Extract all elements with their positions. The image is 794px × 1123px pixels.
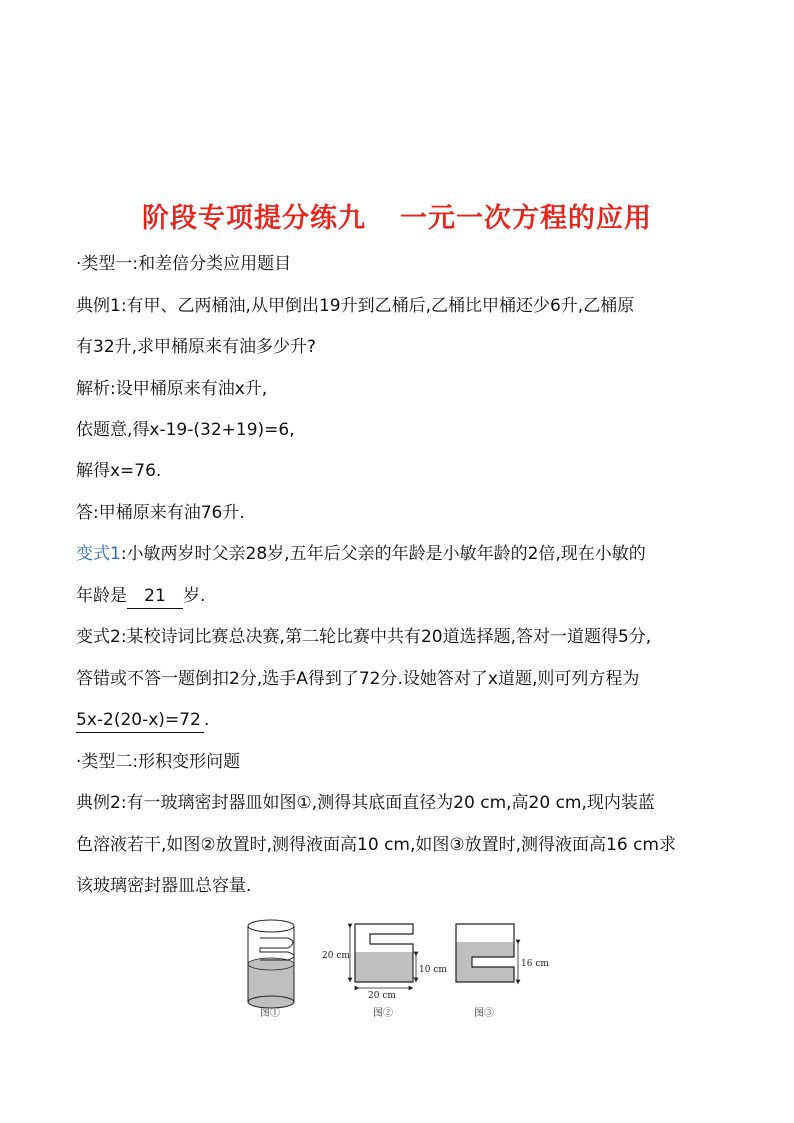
page-title <box>0 196 794 235</box>
fig2-liquid <box>355 952 413 982</box>
example1-solution-line2: 依题意,得x-19-(32+19)=6, <box>76 420 295 440</box>
fig2-width-label: 20 cm <box>368 991 396 1001</box>
solution-label: 解析 <box>76 379 110 399</box>
example2-label: 典例2 <box>76 793 121 813</box>
variant2-line1 <box>76 625 651 649</box>
solution-text1: :设甲桶原来有油x升, <box>110 379 268 399</box>
example1-label: 典例1 <box>76 296 121 316</box>
variant1-text2-suffix: 岁. <box>183 586 206 606</box>
fig1-inner-shape <box>260 938 294 960</box>
variant1-answer-blank: 21 <box>127 584 183 609</box>
variant2-text1: :某校诗词比赛总决赛,第二轮比赛中共有20道选择题,答对一道题得5分, <box>120 627 652 647</box>
figure2-container <box>322 924 447 1019</box>
variant1-line2 <box>76 584 205 609</box>
example1-solution-line3: 解得x=76. <box>76 461 162 481</box>
figures-svg <box>230 912 570 1022</box>
fig2-height-label: 20 cm <box>322 951 350 961</box>
fig3-caption: 图③ <box>474 1008 494 1019</box>
title-part2: 一元一次方程的应用 <box>400 203 652 234</box>
fig1-bottom <box>248 996 294 1008</box>
variant1-text1: :小敏两岁时父亲28岁,五年后父亲的年龄是小敏年龄的2倍,现在小敏的 <box>120 544 646 564</box>
variant2-label: 变式2 <box>76 627 121 647</box>
section1-heading: ·类型一:和差倍分类应用题目 <box>76 254 292 274</box>
variant2-line3 <box>76 708 209 733</box>
fig2-liquid-label: 10 cm <box>419 965 447 975</box>
example1-question-line1 <box>76 294 634 318</box>
figure1-cylinder <box>248 920 294 1019</box>
variant2-line2: 答错或不答一题倒扣2分,选手A得到了72分.设她答对了x道题,则可列方程为 <box>76 669 640 689</box>
title-part1: 阶段专项提分练九 <box>142 203 366 234</box>
figures-area <box>230 912 570 1022</box>
fig2-caption: 图② <box>373 1008 393 1019</box>
example1-text1: :有甲、乙两桶油,从甲倒出19升到乙桶后,乙桶比甲桶还少6升,乙桶原 <box>120 296 635 316</box>
example1-solution-line1 <box>76 377 267 401</box>
example2-text1: :有一玻璃密封器皿如图①,测得其底面直径为20 cm,高20 cm,现内装蓝 <box>120 793 655 813</box>
fig1-caption: 图① <box>260 1008 280 1019</box>
variant1-label: 变式1 <box>76 544 121 564</box>
figure3-container <box>456 924 549 1019</box>
fig3-liquid-label: 16 cm <box>521 959 549 969</box>
example1-answer: 答:甲桶原来有油76升. <box>76 503 245 523</box>
fig1-top <box>248 920 294 932</box>
fig3-slot <box>472 957 514 967</box>
variant2-text3-suffix: . <box>204 710 210 730</box>
variant1-line1 <box>76 542 646 566</box>
example1-question-line2: 有32升,求甲桶原来有油多少升? <box>76 337 317 357</box>
example2-line3: 该玻璃密封器皿总容量. <box>76 876 252 896</box>
variant1-text2-prefix: 年龄是 <box>76 586 127 606</box>
example2-line1 <box>76 791 655 815</box>
section2-heading: ·类型二:形积变形问题 <box>76 752 241 772</box>
example2-line2: 色溶液若干,如图②放置时,测得液面高10 cm,如图③放置时,测得液面高16 cm求 <box>76 835 676 855</box>
variant2-answer-blank: 5x-2(20-x)=72 <box>76 708 204 733</box>
